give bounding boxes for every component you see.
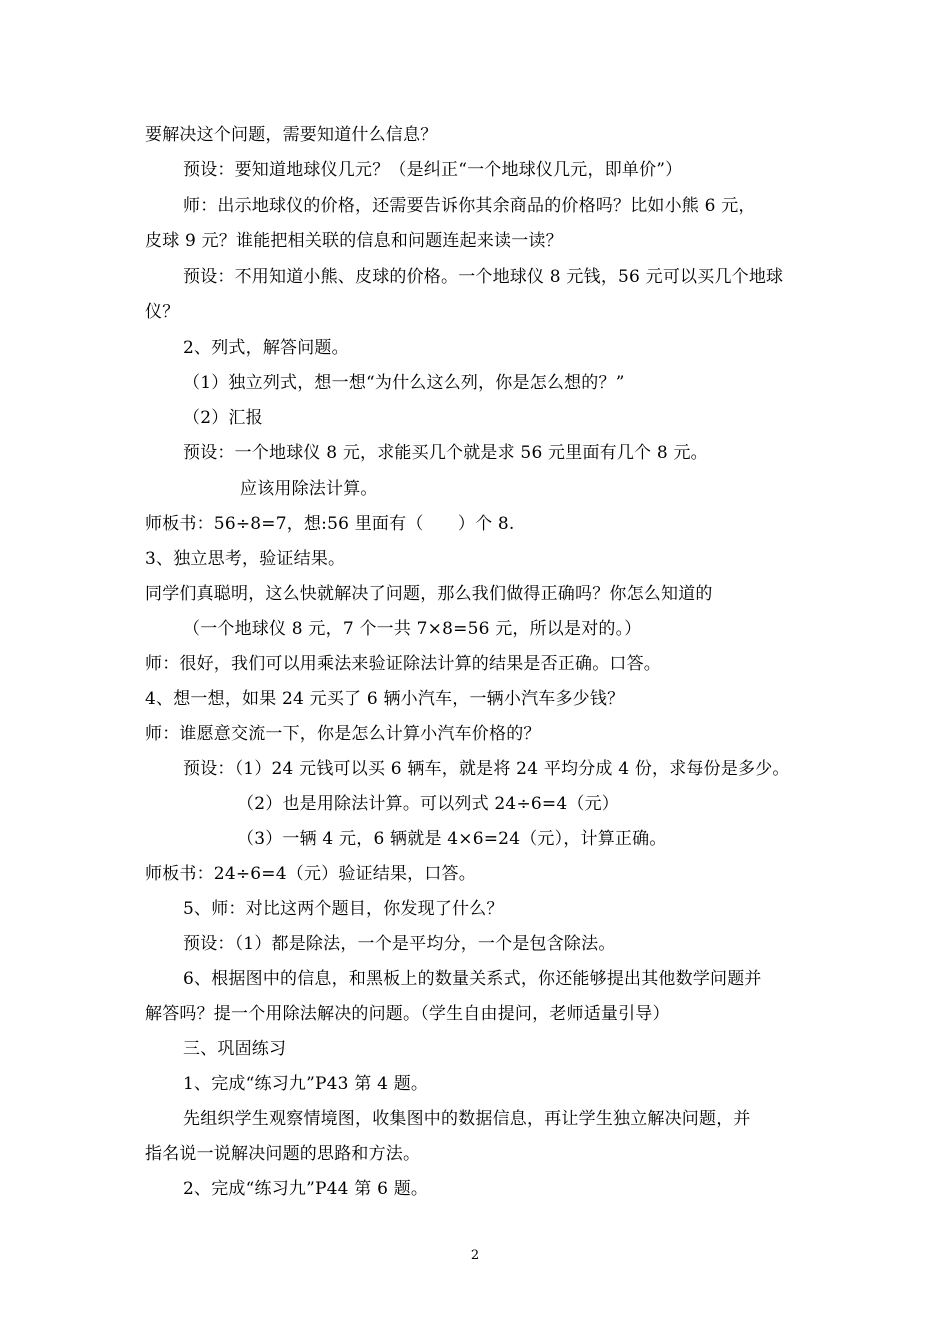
text-line: 指名说一说解决问题的思路和方法。 xyxy=(145,1144,421,1164)
text-line: 6、根据图中的信息，和黑板上的数量关系式，你还能够提出其他数学问题并 xyxy=(183,969,762,989)
text-line: 应该用除法计算。 xyxy=(240,479,378,499)
text-line: 预设：（1）都是除法，一个是平均分，一个是包含除法。 xyxy=(183,934,616,954)
text-line: （2）汇报 xyxy=(183,408,263,428)
text-line: 师板书：24÷6=4（元）验证结果，口答。 xyxy=(145,864,476,884)
text-line: 要解决这个问题，需要知道什么信息？ xyxy=(145,125,438,145)
text-line: 先组织学生观察情境图，收集图中的数据信息，再让学生独立解决问题，并 xyxy=(183,1109,751,1129)
text-line: 预设：不用知道小熊、皮球的价格。一个地球仪 8 元钱，56 元可以买几个地球 xyxy=(183,267,784,287)
text-line: 同学们真聪明，这么快就解决了问题，那么我们做得正确吗？你怎么知道的 xyxy=(145,584,713,604)
text-line: 预设：一个地球仪 8 元，求能买几个就是求 56 元里面有几个 8 元。 xyxy=(183,443,708,463)
text-line: 5、师：对比这两个题目，你发现了什么？ xyxy=(183,899,504,919)
text-line: 2、列式，解答问题。 xyxy=(183,338,349,358)
text-line: 皮球 9 元？谁能把相关联的信息和问题连起来读一读？ xyxy=(145,231,563,251)
text-line: 3、独立思考，验证结果。 xyxy=(145,549,346,569)
text-line: （3）一辆 4 元，6 辆就是 4×6=24（元），计算正确。 xyxy=(237,829,667,849)
text-line: 预设：要知道地球仪几元？（是纠正“一个地球仪几元，即单价”） xyxy=(183,160,683,180)
text-line: 1、完成“练习九”P43 第 4 题。 xyxy=(183,1074,429,1094)
text-line: 解答吗？提一个用除法解决的问题。（学生自由提问，老师适量引导） xyxy=(145,1004,670,1024)
text-line: 预设：（1）24 元钱可以买 6 辆车，就是将 24 平均分成 4 份，求每份是多少。 xyxy=(183,759,790,779)
text-line: （2）也是用除法计算。可以列式 24÷6=4（元） xyxy=(237,794,619,814)
text-line: 师：谁愿意交流一下，你是怎么计算小汽车价格的？ xyxy=(145,724,541,744)
text-line: 4、想一想，如果 24 元买了 6 辆小汽车，一辆小汽车多少钱？ xyxy=(145,689,625,709)
text-line: （1）独立列式，想一想“为什么这么列，你是怎么想的？” xyxy=(183,373,625,393)
text-line: 仪？ xyxy=(145,302,180,322)
text-line: 师：很好，我们可以用乘法来验证除法计算的结果是否正确。口答。 xyxy=(145,654,661,674)
text-line: 2、完成“练习九”P44 第 6 题。 xyxy=(183,1179,429,1199)
text-line: 师板书：56÷8=7，想:56 里面有（ ）个 8. xyxy=(145,514,515,534)
text-line: 三、巩固练习 xyxy=(183,1039,287,1059)
text-line: 师：出示地球仪的价格，还需要告诉你其余商品的价格吗？比如小熊 6 元， xyxy=(183,196,756,216)
text-line: （一个地球仪 8 元，7 个一共 7×8=56 元，所以是对的。） xyxy=(183,619,642,639)
page-number: 2 xyxy=(470,1248,480,1263)
